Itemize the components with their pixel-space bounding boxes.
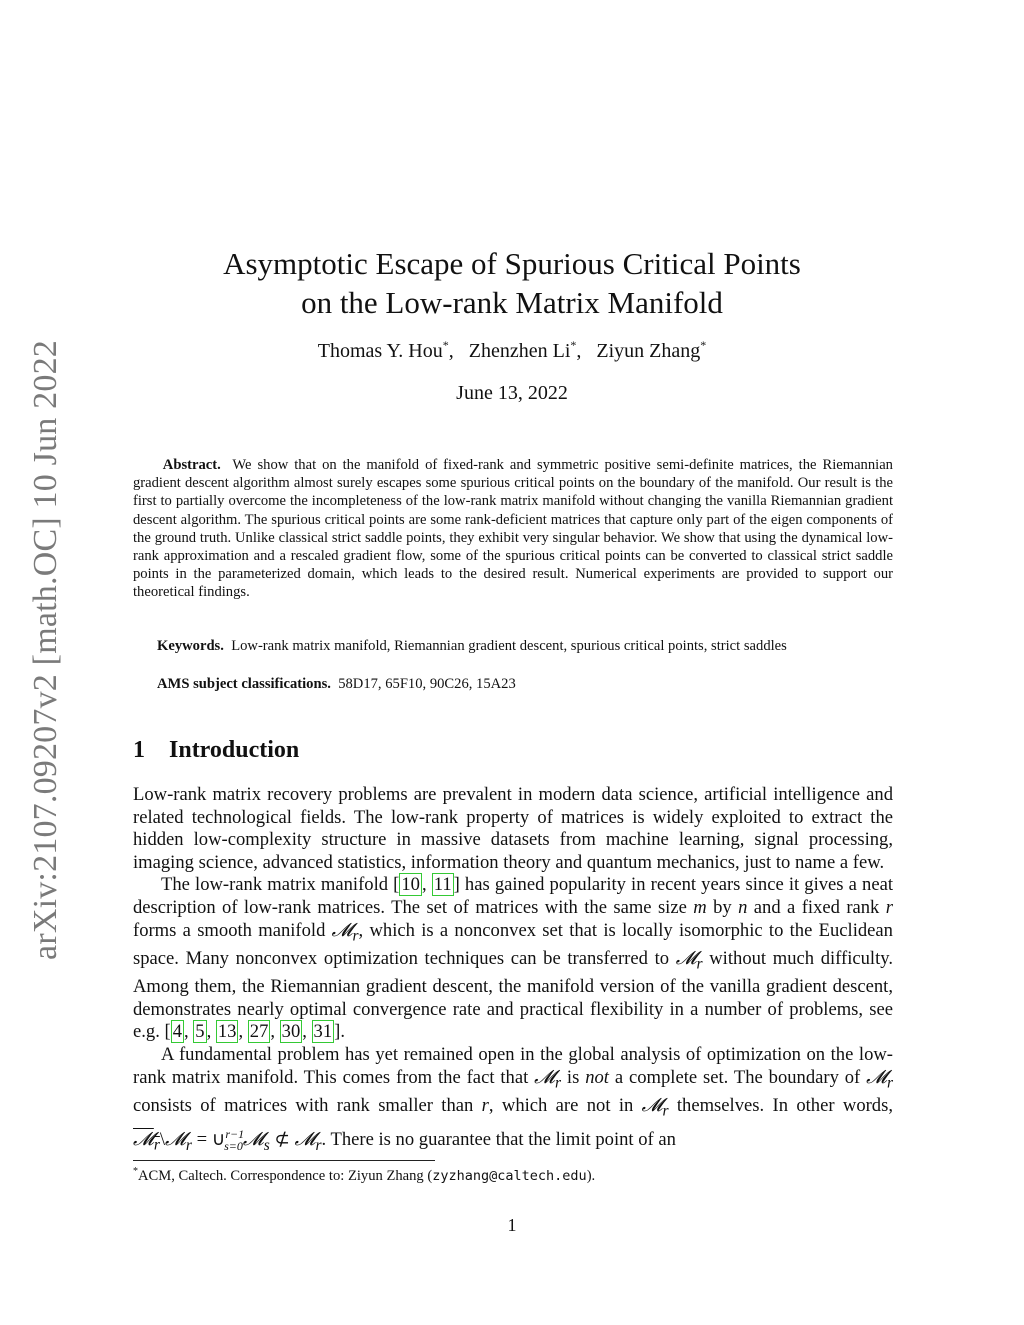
- title-line-2: on the Low-rank Matrix Manifold: [301, 285, 723, 320]
- ams-text: 58D17, 65F10, 90C26, 15A23: [338, 676, 516, 692]
- abstract-label: Abstract.: [162, 457, 221, 473]
- arxiv-identifier: arXiv:2107.09207v2 [math.OC] 10 Jun 2022: [27, 340, 64, 960]
- footnote-rule: [133, 1160, 435, 1161]
- title-line-1: Asymptotic Escape of Spurious Critical Points: [223, 246, 801, 281]
- body-text: [133, 784, 893, 1158]
- paragraph: The low-rank matrix manifold [ 10 , 11 ] has gained popularity in recent years since it gives a neat description of low-rank matrices. The set of matrices with the same size m by n and a fixed rank r forms a smooth manifold 𝓜$_r$, which is a nonconvex set that is locally isomorphic to the Euclidean space. Many nonconvex optimization techniques can be transferred to 𝓜$_r$ without much difficulty. Among them, the Riemannian gradient descent, the manifold version of the vanilla gradient descent, demonstrates nearly optimal convergence rate and practical flexibility in a number of problems, see e.g. [ 4 , 5 , 13 , 27 , 30 , 31 ].: [133, 874, 894, 1043]
- citation-link[interactable]: 27: [249, 1021, 269, 1043]
- keywords-label: Keywords.: [157, 638, 224, 654]
- footnote: *ACM, Caltech. Correspondence to: Ziyun Zhang (zyzhang@caltech.edu).: [133, 1166, 596, 1184]
- paragraph: Low-rank matrix recovery problems are prevalent in modern data science, artificial intelligence and related technological fields. The low-rank property of matrices is widely exploited to extract the hidden low-complexity structure in massive datasets from machine learning, signal processing, imaging science, advanced statistics, information theory and quantum mechanics, just to name a few.: [133, 784, 893, 873]
- section-heading: [133, 737, 299, 764]
- affiliation-mark: *: [700, 338, 707, 352]
- ams-label: AMS subject classifications.: [157, 676, 331, 692]
- citation-link[interactable]: 4: [172, 1021, 182, 1043]
- affiliation-mark: *: [442, 338, 449, 352]
- author-name: Ziyun Zhang: [596, 340, 701, 362]
- citation-link[interactable]: 5: [195, 1021, 205, 1043]
- closure-symbol: 𝓜$_r$: [133, 1129, 160, 1155]
- keywords: [133, 638, 893, 655]
- author-name: Thomas Y. Hou: [317, 340, 443, 362]
- citation-link[interactable]: 30: [281, 1021, 301, 1043]
- publication-date: June 13, 2022: [456, 382, 568, 404]
- citation-link[interactable]: 13: [217, 1021, 237, 1043]
- section-number: 1: [133, 737, 145, 763]
- citation-link[interactable]: 11: [433, 874, 452, 896]
- abstract: [133, 456, 893, 602]
- paragraph: A fundamental problem has yet remained open in the global analysis of optimization on the low-rank matrix manifold. This comes from the fact that 𝓜$_r$ is not a complete set. The boundary of 𝓜$_r$ consists of matrices with rank smaller than r, which are not in 𝓜$_r$ themselves. In other words, 𝓜$_r$\𝓜$_r$ = ∪$^{r-1}_{s=0}$𝓜$_s$ ⊄ 𝓜$_r$. There is no guarantee that the limit point of an: [133, 1043, 894, 1155]
- author-name: Zhenzhen Li: [468, 340, 571, 362]
- author-list: Thomas Y. Hou*, Zhenzhen Li*, Ziyun Zhang*: [317, 338, 707, 362]
- section-title: Introduction: [169, 737, 300, 763]
- ams-classifications: [133, 676, 893, 693]
- citation-link[interactable]: 31: [313, 1021, 333, 1043]
- affiliation-mark: *: [570, 338, 577, 352]
- paper-title: [0, 244, 1024, 322]
- keywords-text: Low-rank matrix manifold, Riemannian gradient descent, spurious critical points, strict saddles: [231, 638, 787, 654]
- footnote-mark: *: [133, 1166, 138, 1177]
- abstract-text: We show that on the manifold of fixed-rank and symmetric positive semi-definite matrices, the Riemannian gradient descent algorithm almost surely escapes some spurious critical points on the boundary of the manifold. Our result is the first to partially overcome the incompleteness of the low-rank matrix manifold without changing the vanilla Riemannian gradient descent algorithm. The spurious critical points are some rank-deficient matrices that capture only part of the eigen components of the ground truth. Unlike classical strict saddle points, they exhibit very singular behavior. We show that using the dynamical low-rank approximation and a rescaled gradient flow, some of the spurious critical points can be converted to classical strict saddle points in the parameterized domain, which leads to the desired result. Numerical experiments are provided to support our theoretical findings.: [133, 457, 893, 601]
- email-link[interactable]: zyzhang@caltech.edu: [432, 1167, 587, 1184]
- citation-link[interactable]: 10: [401, 874, 420, 896]
- page-number: 1: [507, 1215, 517, 1235]
